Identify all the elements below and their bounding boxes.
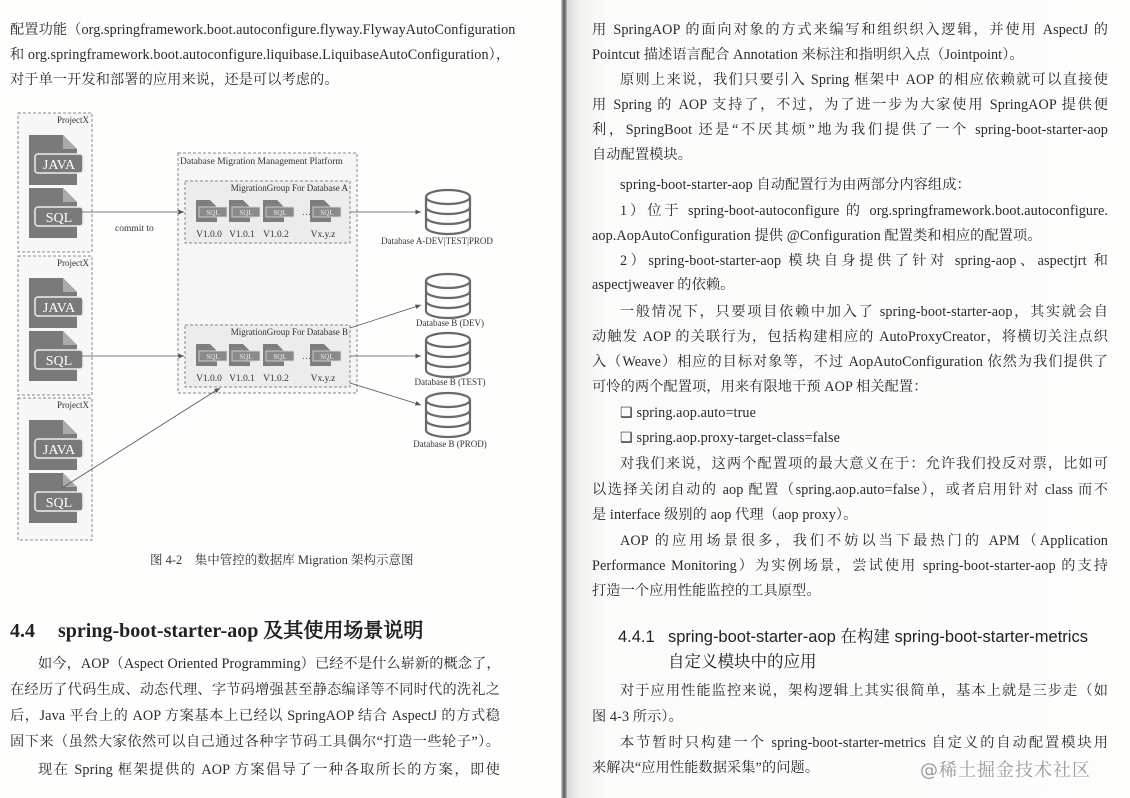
paragraph-line: 原则上来说，我们只要引入 Spring 框架中 AOP 的相应依赖就可以直接使 (620, 72, 1108, 88)
database-label: Database B (DEV) (416, 318, 484, 328)
database-icon (426, 393, 470, 437)
commit-label: commit to (115, 224, 154, 234)
version-label: V1.0.1 (229, 374, 255, 384)
svg-text:SQL: SQL (45, 211, 73, 226)
paragraph-line: 是 interface 级别的 aop 代理（aop proxy）。 (592, 507, 858, 523)
paragraph-line: AOP 的应用场景很多，我们不妨以当下最热门的 APM（Application (620, 533, 1108, 549)
paragraph-line: 用 Spring 的 AOP 支持了，不过，为了进一步为大家使用 SpringAOP 提供便 (592, 97, 1108, 113)
section-title: spring-boot-starter-aop 及其使用场景说明 (58, 620, 424, 642)
config-list-item: ❑ spring.aop.proxy-target-class=false (620, 430, 840, 446)
paragraph-line: aspectjweaver 的依赖。 (592, 277, 735, 293)
svg-text:JAVA: JAVA (42, 443, 76, 458)
group-title: MigrationGroup For Database B (230, 327, 348, 337)
version-label: V1.0.2 (263, 374, 289, 384)
paragraph-line: 动触发 AOP 的关联行为，包括构建相应的 AutoProxyCreator，将横切关注点织 (592, 329, 1108, 345)
group-title: MigrationGroup For Database A (230, 183, 348, 193)
database-label: Database B (TEST) (414, 377, 486, 387)
svg-text:SQL: SQL (239, 209, 253, 217)
section-heading (10, 614, 423, 643)
paragraph-line: 一般情况下，只要项目依赖中加入了 spring-boot-starter-aop，其实就会自 (620, 304, 1108, 320)
version-label: Vx.y.z (310, 374, 336, 384)
version-label: V1.0.0 (196, 374, 222, 384)
migration-group (185, 181, 350, 243)
project-label: ProjectX (57, 400, 89, 410)
project-label: ProjectX (57, 115, 89, 125)
deploy-arrow (350, 383, 421, 405)
svg-text:SQL: SQL (206, 209, 220, 217)
svg-text:JAVA: JAVA (42, 301, 76, 316)
deploy-arrow (350, 305, 421, 328)
paragraph-line: 对我们来说，这两个配置项的最大意义在于：允许我们投反对票，比如可 (620, 456, 1108, 472)
project-label: ProjectX (57, 258, 89, 268)
paragraph-line: 如今，AOP（Aspect Oriented Programming）已经不是什么崭新的概念了， (38, 656, 501, 672)
paragraph-line: spring-boot-starter-aop 自动配置行为由两部分内容组成： (620, 177, 971, 193)
figure-caption: 图 4-2 集中管控的数据库 Migration 架构示意图 (150, 553, 414, 567)
paragraph-line: 打造一个应用性能监控的工具原型。 (592, 583, 821, 599)
svg-text:SQL: SQL (273, 209, 287, 217)
migration-architecture-diagram (0, 0, 562, 545)
paragraph-line: 本节暂时只构建一个 spring-boot-starter-metrics 自定义的自动配置模块用 (620, 735, 1108, 751)
paragraph-line: 在经历了代码生成、动态代理、字节码增强甚至静态编译等不同时代的洗礼之 (10, 682, 500, 698)
migration-group (185, 325, 350, 387)
platform-title: Database Migration Management Platform (180, 157, 343, 167)
paragraph-line: 以选择关闭自动的 aop 配置（spring.aop.auto=false），或者启用针对 class 而不 (592, 482, 1108, 498)
svg-text:SQL: SQL (45, 496, 73, 511)
paragraph-line: 自动配置模块。 (592, 147, 693, 163)
watermark: @稀土掘金技术社区 (920, 760, 1091, 781)
ellipsis: … (302, 351, 311, 361)
paragraph-line: 利，SpringBoot 还是“不厌其烦”地为我们提供了一个 spring-boot-starter-aop (592, 122, 1108, 138)
project-box (18, 256, 92, 395)
paragraph-line: 用 SpringAOP 的面向对象的方式来编写和组织织入逻辑，并使用 AspectJ 的 (592, 22, 1108, 38)
database-icon (426, 274, 470, 318)
svg-text:SQL: SQL (45, 354, 73, 369)
paragraph-line: 后，Java 平台上的 AOP 方案基本上已经以 SpringAOP 结合 AspectJ 的方式稳 (10, 708, 500, 724)
svg-text:SQL: SQL (206, 353, 220, 361)
paragraph-line: 对于应用性能监控来说，架构逻辑上其实很简单，基本上就是三步走（如 (620, 683, 1108, 699)
svg-text:JAVA: JAVA (42, 158, 76, 173)
database-icon (426, 333, 470, 377)
database-label: Database B (PROD) (413, 439, 487, 449)
paragraph-line: Pointcut 描述语言配合 Annotation 来标注和指明织入点（Jointpoint）。 (592, 47, 1024, 63)
database-icon (426, 190, 470, 234)
paragraph-line: aop.AopAutoConfiguration 提供 @Configuration 配置类和相应的配置项。 (592, 228, 1042, 244)
section-number: 4.4 (10, 620, 35, 642)
svg-text:SQL: SQL (320, 209, 334, 217)
paragraph-line: 对于单一开发和部署的应用来说，还是可以考虑的。 (10, 72, 339, 88)
version-label: V1.0.2 (263, 230, 289, 240)
config-list-item: ❑ spring.aop.auto=true (620, 405, 756, 421)
paragraph-line: 配置功能（org.springframework.boot.autoconfigure.flyway.FlywayAutoConfiguration (10, 22, 516, 38)
paragraph-line: 图 4-3 所示）。 (592, 709, 683, 725)
paragraph-line: 2）spring-boot-starter-aop 模块自身提供了针对 spring-aop、aspectjrt 和 (620, 253, 1108, 269)
ellipsis: … (302, 207, 311, 217)
subsection-number: 4.4.1 (618, 628, 655, 646)
paragraph-line: 可怜的两个配置项，用来有限地干预 AOP 相关配置： (592, 379, 928, 395)
svg-text:SQL: SQL (273, 353, 287, 361)
version-label: V1.0.1 (229, 230, 255, 240)
database-label: Database A-DEV|TEST|PROD (381, 236, 493, 246)
version-label: V1.0.0 (196, 230, 222, 240)
svg-text:SQL: SQL (239, 353, 253, 361)
paragraph-line: 和 org.springframework.boot.autoconfigure.liquibase.LiquibaseAutoConfiguration）， (10, 47, 511, 63)
paragraph-line: 固下来（虽然大家依然可以自己通过各种字节码工具偶尔“打造一些轮子”）。 (10, 734, 500, 750)
paragraph-line: Performance Monitoring）为实例场景，尝试使用 spring-boot-starter-aop 的支持 (592, 558, 1108, 574)
paragraph-line: 入（Weave）相应的目标对象等，不过 AopAutoConfiguration 依然为我们提供了 (592, 354, 1108, 370)
subsection-title-cont: 自定义模块中的应用 (668, 653, 817, 671)
subsection-title: spring-boot-starter-aop 在构建 spring-boot-starter-metrics (668, 628, 1088, 646)
paragraph-line: 现在 Spring 框架提供的 AOP 方案倡导了一种各取所长的方案，即使 (38, 762, 500, 778)
project-box (18, 398, 92, 540)
paragraph-line: 1）位于 spring-boot-autoconfigure 的 org.springframework.boot.autoconfigure. (620, 203, 1108, 219)
svg-text:SQL: SQL (320, 353, 334, 361)
version-label: Vx.y.z (310, 230, 336, 240)
subsection-heading (618, 623, 1088, 647)
paragraph-line: 来解决“应用性能数据采集”的问题。 (592, 760, 820, 776)
project-box (18, 113, 92, 252)
